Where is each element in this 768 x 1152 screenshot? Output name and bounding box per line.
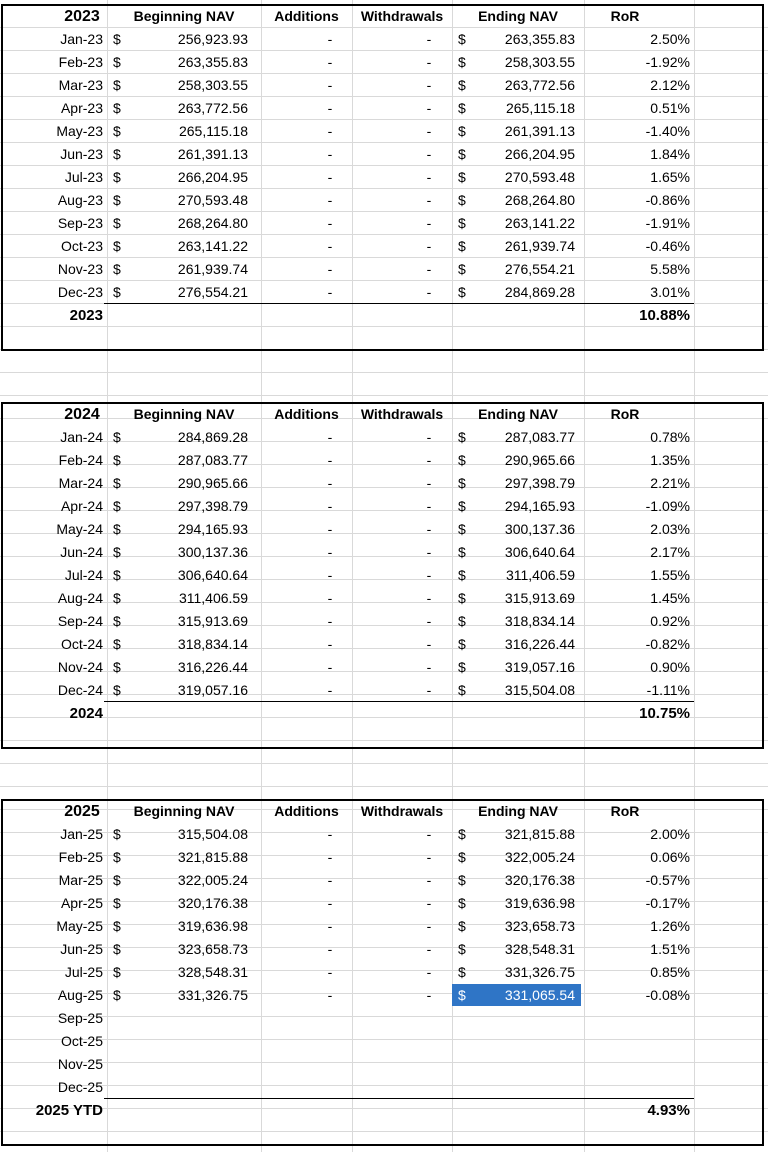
month-cell[interactable]: Jun-23	[60, 146, 103, 162]
ror-cell[interactable]: 1.51%	[650, 941, 690, 957]
col-header-additions[interactable]: Additions	[274, 8, 339, 24]
begin-dollar-sign: $	[113, 895, 121, 911]
month-cell[interactable]: Feb-25	[58, 849, 103, 865]
col-header-additions[interactable]: Additions	[274, 803, 339, 819]
withdrawals-cell[interactable]: -	[426, 682, 432, 698]
month-cell[interactable]: May-24	[56, 521, 103, 537]
ror-cell[interactable]: 3.01%	[650, 284, 690, 300]
month-cell[interactable]: Jun-25	[60, 941, 103, 957]
additions-cell[interactable]: -	[327, 261, 333, 277]
begin-dollar-sign: $	[113, 100, 121, 116]
ending-nav-cell[interactable]: 323,658.73	[504, 918, 575, 934]
ending-nav-cell[interactable]: 294,165.93	[504, 498, 575, 514]
end-dollar-sign: $	[458, 169, 466, 185]
col-header-additions[interactable]: Additions	[274, 406, 339, 422]
begin-dollar-sign: $	[113, 475, 121, 491]
end-dollar-sign: $	[458, 826, 466, 842]
additions-cell[interactable]: -	[327, 215, 333, 231]
month-cell[interactable]: Sep-25	[57, 1010, 103, 1026]
additions-cell[interactable]: -	[327, 987, 333, 1003]
month-cell[interactable]: Nov-24	[57, 659, 103, 675]
end-dollar-sign: $	[458, 964, 466, 980]
ending-nav-cell[interactable]: 316,226.44	[504, 636, 575, 652]
month-cell[interactable]: Aug-23	[57, 192, 103, 208]
ror-cell[interactable]: -0.17%	[645, 895, 690, 911]
begin-dollar-sign: $	[113, 682, 121, 698]
withdrawals-cell[interactable]: -	[426, 192, 432, 208]
begin-dollar-sign: $	[113, 964, 121, 980]
additions-cell[interactable]: -	[327, 918, 333, 934]
end-dollar-sign: $	[458, 452, 466, 468]
ending-nav-cell[interactable]: 306,640.64	[504, 544, 575, 560]
additions-cell[interactable]: -	[327, 77, 333, 93]
col-header-withdrawals[interactable]: Withdrawals	[360, 406, 444, 422]
ending-nav-cell[interactable]: 318,834.14	[504, 613, 575, 629]
ending-nav-cell[interactable]: 268,264.80	[504, 192, 575, 208]
withdrawals-cell[interactable]: -	[426, 918, 432, 934]
withdrawals-cell[interactable]: -	[426, 544, 432, 560]
withdrawals-cell[interactable]: -	[426, 659, 432, 675]
year-header[interactable]: 2023	[64, 8, 100, 25]
begin-dollar-sign: $	[113, 215, 121, 231]
end-dollar-sign: $	[458, 590, 466, 606]
ror-cell[interactable]: 1.84%	[650, 146, 690, 162]
month-cell[interactable]: Nov-23	[57, 261, 103, 277]
withdrawals-cell[interactable]: -	[426, 613, 432, 629]
ending-nav-cell[interactable]: 328,548.31	[504, 941, 575, 957]
begin-dollar-sign: $	[113, 613, 121, 629]
withdrawals-cell[interactable]: -	[426, 475, 432, 491]
begin-dollar-sign: $	[113, 77, 121, 93]
begin-dollar-sign: $	[113, 146, 121, 162]
col-header-ending-nav[interactable]: Ending NAV	[478, 803, 558, 819]
ror-cell[interactable]: -0.82%	[645, 636, 690, 652]
beginning-nav-cell[interactable]: 256,923.93	[177, 31, 248, 47]
beginning-nav-cell[interactable]: 265,115.18	[178, 123, 248, 139]
begin-dollar-sign: $	[113, 498, 121, 514]
month-cell[interactable]: Apr-24	[60, 498, 103, 514]
end-dollar-sign: $	[458, 682, 466, 698]
ror-cell[interactable]: 1.65%	[650, 169, 690, 185]
beginning-nav-cell[interactable]: 315,504.08	[177, 826, 248, 842]
total-ror[interactable]: 4.93%	[647, 1102, 690, 1119]
withdrawals-cell[interactable]: -	[426, 284, 432, 300]
month-cell[interactable]: Aug-25	[57, 987, 103, 1003]
col-header-ror[interactable]: RoR	[610, 8, 640, 24]
withdrawals-cell[interactable]: -	[426, 146, 432, 162]
ending-nav-cell[interactable]: 287,083.77	[504, 429, 575, 445]
col-header-ending-nav[interactable]: Ending NAV	[478, 406, 558, 422]
end-dollar-sign: $	[458, 567, 466, 583]
additions-cell[interactable]: -	[327, 284, 333, 300]
ror-cell[interactable]: 1.45%	[650, 590, 690, 606]
withdrawals-cell[interactable]: -	[426, 826, 432, 842]
additions-cell[interactable]: -	[327, 452, 333, 468]
month-cell[interactable]: Oct-25	[60, 1033, 103, 1049]
ror-cell[interactable]: 2.03%	[650, 521, 690, 537]
end-dollar-sign: $	[458, 544, 466, 560]
additions-cell[interactable]: -	[327, 100, 333, 116]
gridline-horizontal	[0, 395, 768, 396]
begin-dollar-sign: $	[113, 261, 121, 277]
begin-dollar-sign: $	[113, 192, 121, 208]
ror-cell[interactable]: 5.58%	[650, 261, 690, 277]
ending-nav-cell[interactable]: 263,141.22	[504, 215, 575, 231]
month-cell[interactable]: Nov-25	[57, 1056, 103, 1072]
begin-dollar-sign: $	[113, 521, 121, 537]
beginning-nav-cell[interactable]: 258,303.55	[177, 77, 248, 93]
additions-cell[interactable]: -	[327, 849, 333, 865]
ending-nav-cell[interactable]: 315,504.08	[504, 682, 575, 698]
begin-dollar-sign: $	[113, 590, 121, 606]
month-cell[interactable]: Sep-23	[57, 215, 103, 231]
begin-dollar-sign: $	[113, 941, 121, 957]
ending-nav-cell[interactable]: 311,406.59	[505, 567, 575, 583]
month-cell[interactable]: Sep-24	[57, 613, 103, 629]
beginning-nav-cell[interactable]: 263,141.22	[177, 238, 248, 254]
begin-dollar-sign: $	[113, 544, 121, 560]
end-dollar-sign: $	[458, 987, 466, 1003]
month-cell[interactable]: May-23	[56, 123, 103, 139]
total-ror[interactable]: 10.75%	[639, 705, 690, 722]
ror-cell[interactable]: 2.50%	[650, 31, 690, 47]
col-header-withdrawals[interactable]: Withdrawals	[360, 8, 444, 24]
additions-cell[interactable]: -	[327, 567, 333, 583]
withdrawals-cell[interactable]: -	[426, 215, 432, 231]
total-label[interactable]: 2025 YTD	[35, 1102, 103, 1119]
beginning-nav-cell[interactable]: 311,406.59	[178, 590, 248, 606]
begin-dollar-sign: $	[113, 872, 121, 888]
ending-nav-cell[interactable]: 261,939.74	[504, 238, 575, 254]
withdrawals-cell[interactable]: -	[426, 895, 432, 911]
ror-cell[interactable]: 0.06%	[650, 849, 690, 865]
ror-cell[interactable]: -1.09%	[645, 498, 690, 514]
month-cell[interactable]: Feb-23	[58, 54, 103, 70]
additions-cell[interactable]: -	[327, 872, 333, 888]
additions-cell[interactable]: -	[327, 169, 333, 185]
additions-cell[interactable]: -	[327, 192, 333, 208]
ror-cell[interactable]: 2.21%	[650, 475, 690, 491]
col-header-ror[interactable]: RoR	[610, 803, 640, 819]
beginning-nav-cell[interactable]: 266,204.95	[177, 169, 248, 185]
end-dollar-sign: $	[458, 31, 466, 47]
additions-cell[interactable]: -	[327, 682, 333, 698]
beginning-nav-cell[interactable]: 316,226.44	[177, 659, 248, 675]
end-dollar-sign: $	[458, 918, 466, 934]
month-cell[interactable]: Aug-24	[57, 590, 103, 606]
ending-nav-cell[interactable]: 263,772.56	[504, 77, 575, 93]
withdrawals-cell[interactable]: -	[426, 100, 432, 116]
gridline-horizontal	[0, 786, 768, 787]
ending-nav-cell[interactable]: 300,137.36	[504, 521, 575, 537]
month-cell[interactable]: Mar-23	[58, 77, 103, 93]
ror-cell[interactable]: -1.40%	[645, 123, 690, 139]
col-header-beginning-nav[interactable]: Beginning NAV	[133, 8, 235, 24]
ending-nav-cell[interactable]: 290,965.66	[504, 452, 575, 468]
withdrawals-cell[interactable]: -	[426, 498, 432, 514]
end-dollar-sign: $	[458, 429, 466, 445]
ror-cell[interactable]: 0.51%	[650, 100, 690, 116]
col-header-beginning-nav[interactable]: Beginning NAV	[133, 406, 235, 422]
additions-cell[interactable]: -	[327, 429, 333, 445]
beginning-nav-cell[interactable]: 318,834.14	[177, 636, 248, 652]
gridline-horizontal	[0, 763, 768, 764]
beginning-nav-cell[interactable]: 290,965.66	[177, 475, 248, 491]
ending-nav-cell[interactable]: 270,593.48	[504, 169, 575, 185]
ror-cell[interactable]: 2.17%	[650, 544, 690, 560]
withdrawals-cell[interactable]: -	[426, 849, 432, 865]
begin-dollar-sign: $	[113, 567, 121, 583]
withdrawals-cell[interactable]: -	[426, 238, 432, 254]
ror-cell[interactable]: -0.57%	[645, 872, 690, 888]
end-dollar-sign: $	[458, 475, 466, 491]
begin-dollar-sign: $	[113, 849, 121, 865]
beginning-nav-cell[interactable]: 287,083.77	[177, 452, 248, 468]
ror-cell[interactable]: 2.00%	[650, 826, 690, 842]
begin-dollar-sign: $	[113, 169, 121, 185]
ending-nav-cell[interactable]: 261,391.13	[504, 123, 575, 139]
year-header[interactable]: 2024	[64, 406, 100, 423]
month-cell[interactable]: Mar-25	[58, 872, 103, 888]
ror-cell[interactable]: 0.92%	[650, 613, 690, 629]
ending-nav-cell[interactable]: 321,815.88	[504, 826, 575, 842]
month-cell[interactable]: Oct-24	[60, 636, 103, 652]
additions-cell[interactable]: -	[327, 521, 333, 537]
beginning-nav-cell[interactable]: 319,057.16	[177, 682, 248, 698]
ending-nav-cell[interactable]: 284,869.28	[504, 284, 575, 300]
beginning-nav-cell[interactable]: 331,326.75	[177, 987, 248, 1003]
ror-cell[interactable]: -0.08%	[645, 987, 690, 1003]
begin-dollar-sign: $	[113, 123, 121, 139]
additions-cell[interactable]: -	[327, 964, 333, 980]
ror-cell[interactable]: 1.35%	[650, 452, 690, 468]
beginning-nav-cell[interactable]: 321,815.88	[177, 849, 248, 865]
month-cell[interactable]: Jan-24	[60, 429, 103, 445]
withdrawals-cell[interactable]: -	[426, 429, 432, 445]
ending-nav-cell[interactable]: 320,176.38	[504, 872, 575, 888]
month-cell[interactable]: Mar-24	[58, 475, 103, 491]
begin-dollar-sign: $	[113, 987, 121, 1003]
ending-nav-cell[interactable]: 315,913.69	[504, 590, 575, 606]
end-dollar-sign: $	[458, 521, 466, 537]
withdrawals-cell[interactable]: -	[426, 521, 432, 537]
beginning-nav-cell[interactable]: 300,137.36	[177, 544, 248, 560]
begin-dollar-sign: $	[113, 429, 121, 445]
additions-cell[interactable]: -	[327, 498, 333, 514]
begin-dollar-sign: $	[113, 918, 121, 934]
end-dollar-sign: $	[458, 284, 466, 300]
col-header-ror[interactable]: RoR	[610, 406, 640, 422]
col-header-beginning-nav[interactable]: Beginning NAV	[133, 803, 235, 819]
col-header-withdrawals[interactable]: Withdrawals	[360, 803, 444, 819]
begin-dollar-sign: $	[113, 636, 121, 652]
total-label[interactable]: 2023	[69, 307, 103, 324]
begin-dollar-sign: $	[113, 659, 121, 675]
ror-cell[interactable]: 0.85%	[650, 964, 690, 980]
end-dollar-sign: $	[458, 123, 466, 139]
end-dollar-sign: $	[458, 636, 466, 652]
end-dollar-sign: $	[458, 659, 466, 675]
ending-nav-cell[interactable]: 297,398.79	[504, 475, 575, 491]
withdrawals-cell[interactable]: -	[426, 590, 432, 606]
end-dollar-sign: $	[458, 849, 466, 865]
withdrawals-cell[interactable]: -	[426, 169, 432, 185]
additions-cell[interactable]: -	[327, 659, 333, 675]
additions-cell[interactable]: -	[327, 475, 333, 491]
month-cell[interactable]: Feb-24	[58, 452, 103, 468]
ending-nav-cell[interactable]: 276,554.21	[504, 261, 575, 277]
month-cell[interactable]: Oct-23	[60, 238, 103, 254]
ending-nav-cell[interactable]: 322,005.24	[504, 849, 575, 865]
col-header-ending-nav[interactable]: Ending NAV	[478, 8, 558, 24]
withdrawals-cell[interactable]: -	[426, 261, 432, 277]
beginning-nav-cell[interactable]: 315,913.69	[177, 613, 248, 629]
ending-nav-cell[interactable]: 266,204.95	[504, 146, 575, 162]
beginning-nav-cell[interactable]: 322,005.24	[177, 872, 248, 888]
end-dollar-sign: $	[458, 54, 466, 70]
withdrawals-cell[interactable]: -	[426, 452, 432, 468]
ror-cell[interactable]: 0.78%	[650, 429, 690, 445]
additions-cell[interactable]: -	[327, 54, 333, 70]
beginning-nav-cell[interactable]: 263,355.83	[177, 54, 248, 70]
month-cell[interactable]: Dec-25	[57, 1079, 103, 1095]
end-dollar-sign: $	[458, 146, 466, 162]
beginning-nav-cell[interactable]: 323,658.73	[177, 941, 248, 957]
additions-cell[interactable]: -	[327, 895, 333, 911]
withdrawals-cell[interactable]: -	[426, 77, 432, 93]
beginning-nav-cell[interactable]: 261,391.13	[177, 146, 248, 162]
end-dollar-sign: $	[458, 613, 466, 629]
begin-dollar-sign: $	[113, 452, 121, 468]
beginning-nav-cell[interactable]: 270,593.48	[177, 192, 248, 208]
month-cell[interactable]: Apr-25	[60, 895, 103, 911]
beginning-nav-cell[interactable]: 297,398.79	[177, 498, 248, 514]
gridline-horizontal	[0, 372, 768, 373]
month-cell[interactable]: Apr-23	[60, 100, 103, 116]
additions-cell[interactable]: -	[327, 146, 333, 162]
additions-cell[interactable]: -	[327, 941, 333, 957]
ror-cell[interactable]: 0.90%	[650, 659, 690, 675]
beginning-nav-cell[interactable]: 284,869.28	[177, 429, 248, 445]
month-cell[interactable]: Jul-24	[64, 567, 103, 583]
ror-cell[interactable]: 1.26%	[650, 918, 690, 934]
ending-nav-cell[interactable]: 258,303.55	[504, 54, 575, 70]
month-cell[interactable]: Jul-23	[64, 169, 103, 185]
begin-dollar-sign: $	[113, 238, 121, 254]
ror-cell[interactable]: -1.92%	[645, 54, 690, 70]
additions-cell[interactable]: -	[327, 544, 333, 560]
beginning-nav-cell[interactable]: 320,176.38	[177, 895, 248, 911]
month-cell[interactable]: Dec-23	[57, 284, 103, 300]
beginning-nav-cell[interactable]: 306,640.64	[177, 567, 248, 583]
month-cell[interactable]: Jan-25	[60, 826, 103, 842]
end-dollar-sign: $	[458, 872, 466, 888]
withdrawals-cell[interactable]: -	[426, 636, 432, 652]
additions-cell[interactable]: -	[327, 123, 333, 139]
end-dollar-sign: $	[458, 100, 466, 116]
end-dollar-sign: $	[458, 238, 466, 254]
end-dollar-sign: $	[458, 77, 466, 93]
end-dollar-sign: $	[458, 498, 466, 514]
beginning-nav-cell[interactable]: 263,772.56	[177, 100, 248, 116]
additions-cell[interactable]: -	[327, 31, 333, 47]
withdrawals-cell[interactable]: -	[426, 54, 432, 70]
ending-nav-cell[interactable]: 265,115.18	[505, 100, 575, 116]
begin-dollar-sign: $	[113, 826, 121, 842]
ending-nav-cell[interactable]: 319,636.98	[504, 895, 575, 911]
total-ror[interactable]: 10.88%	[639, 307, 690, 324]
end-dollar-sign: $	[458, 192, 466, 208]
additions-cell[interactable]: -	[327, 613, 333, 629]
withdrawals-cell[interactable]: -	[426, 31, 432, 47]
ror-cell[interactable]: 2.12%	[650, 77, 690, 93]
beginning-nav-cell[interactable]: 276,554.21	[177, 284, 248, 300]
end-dollar-sign: $	[458, 941, 466, 957]
beginning-nav-cell[interactable]: 261,939.74	[177, 261, 248, 277]
beginning-nav-cell[interactable]: 268,264.80	[177, 215, 248, 231]
begin-dollar-sign: $	[113, 284, 121, 300]
total-label[interactable]: 2024	[69, 705, 103, 722]
ending-nav-cell[interactable]: 331,065.54	[504, 987, 575, 1003]
withdrawals-cell[interactable]: -	[426, 123, 432, 139]
begin-dollar-sign: $	[113, 31, 121, 47]
additions-cell[interactable]: -	[327, 636, 333, 652]
ror-cell[interactable]: -1.91%	[645, 215, 690, 231]
ror-cell[interactable]: -0.86%	[645, 192, 690, 208]
end-dollar-sign: $	[458, 215, 466, 231]
ending-nav-cell[interactable]: 331,326.75	[504, 964, 575, 980]
ror-cell[interactable]: -1.11%	[646, 682, 690, 698]
additions-cell[interactable]: -	[327, 590, 333, 606]
month-cell[interactable]: Jul-25	[64, 964, 103, 980]
ending-nav-cell[interactable]: 319,057.16	[504, 659, 575, 675]
withdrawals-cell[interactable]: -	[426, 872, 432, 888]
month-cell[interactable]: Dec-24	[57, 682, 103, 698]
ending-nav-cell[interactable]: 263,355.83	[504, 31, 575, 47]
end-dollar-sign: $	[458, 895, 466, 911]
month-cell[interactable]: May-25	[56, 918, 103, 934]
ror-cell[interactable]: -0.46%	[645, 238, 690, 254]
month-cell[interactable]: Jan-23	[60, 31, 103, 47]
withdrawals-cell[interactable]: -	[426, 567, 432, 583]
beginning-nav-cell[interactable]: 319,636.98	[177, 918, 248, 934]
month-cell[interactable]: Jun-24	[60, 544, 103, 560]
begin-dollar-sign: $	[113, 54, 121, 70]
end-dollar-sign: $	[458, 261, 466, 277]
additions-cell[interactable]: -	[327, 826, 333, 842]
withdrawals-cell[interactable]: -	[426, 987, 432, 1003]
ror-cell[interactable]: 1.55%	[650, 567, 690, 583]
year-header[interactable]: 2025	[64, 803, 100, 820]
withdrawals-cell[interactable]: -	[426, 964, 432, 980]
beginning-nav-cell[interactable]: 328,548.31	[177, 964, 248, 980]
additions-cell[interactable]: -	[327, 238, 333, 254]
beginning-nav-cell[interactable]: 294,165.93	[177, 521, 248, 537]
withdrawals-cell[interactable]: -	[426, 941, 432, 957]
